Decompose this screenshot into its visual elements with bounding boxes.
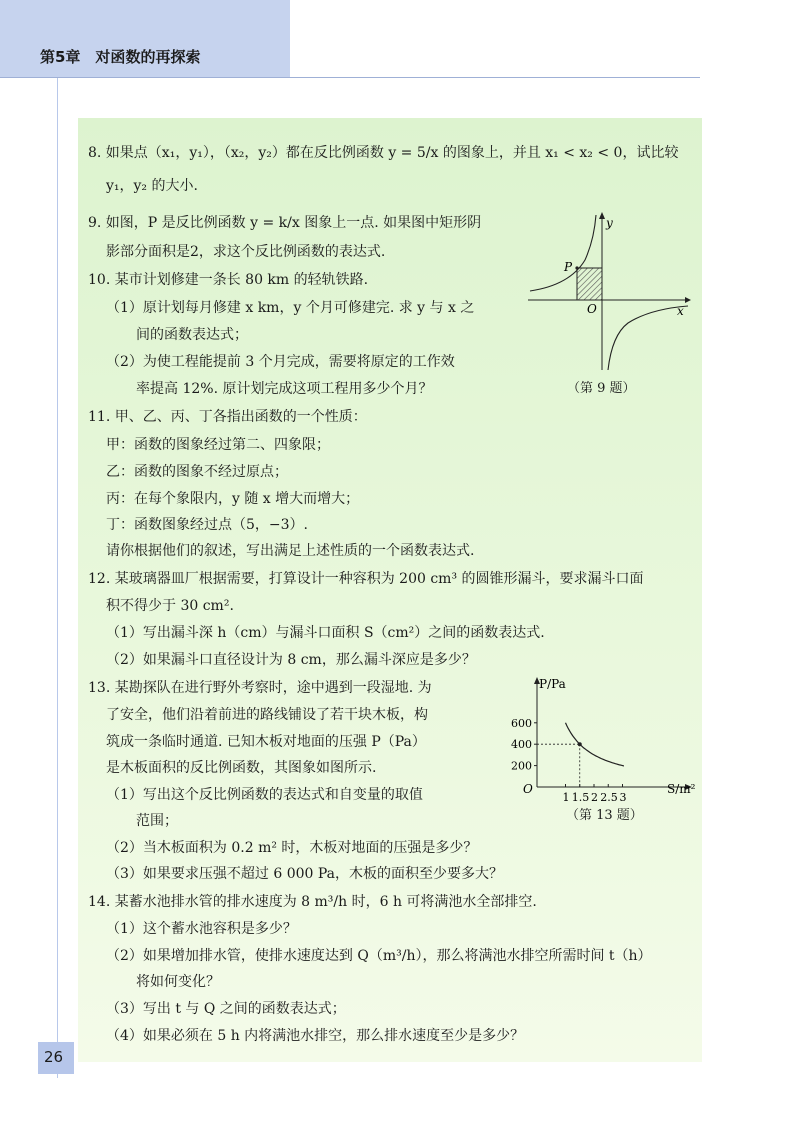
s-tick-label: 2 xyxy=(591,791,598,802)
exercise-14-line-6: （4）如果必须在 5 h 内将满池水排空，那么排水速度至少是多少？ xyxy=(106,1028,525,1044)
exercise-13-line-3: 筑成一条临时通道. 已知木板对地面的压强 P（Pa） xyxy=(106,734,426,750)
exercise-11-line-6: 请你根据他们的叙述，写出满足上述性质的一个函数表达式. xyxy=(106,543,475,559)
exercise-10-line-5: 率提高 12%. 原计划完成这项工程用多少个月？ xyxy=(136,381,433,397)
exercise-11-line-2: 甲：函数的图象经过第二、四象限； xyxy=(106,437,330,453)
figure-13-caption: （第 13 题） xyxy=(566,808,643,823)
exercise-10-line-1: 10. 某市计划修建一条长 80 km 的轻轨铁路. xyxy=(88,272,369,288)
header-divider xyxy=(0,77,700,78)
hyperbola-branch-right xyxy=(608,306,688,370)
p-tick-label: 200 xyxy=(511,759,532,773)
figure-13-graph xyxy=(495,672,700,802)
exercise-10-line-2: （1）原计划每月修建 x km，y 个月可修建完. 求 y 与 x 之 xyxy=(106,300,475,316)
exercise-8-line-2: y₁，y₂ 的大小. xyxy=(106,178,198,194)
s-axis-label: S/m² xyxy=(667,782,696,796)
shaded-rectangle xyxy=(577,268,602,300)
exercise-9-line-2: 影部分面积是2，求这个反比例函数的表达式. xyxy=(106,244,386,260)
exercise-14-line-4: 将如何变化？ xyxy=(136,974,220,990)
exercise-12-line-4: （2）如果漏斗口直径设计为 8 cm，那么漏斗深应是多少？ xyxy=(106,652,476,668)
exercise-11-line-4: 丙：在每个象限内，y 随 x 增大而增大； xyxy=(106,491,360,507)
point-p-marker xyxy=(575,266,578,269)
page-number: 26 xyxy=(44,1048,64,1066)
exercise-14-line-5: （3）写出 t 与 Q 之间的函数表达式； xyxy=(106,1001,346,1017)
p-tick-label: 600 xyxy=(511,716,532,730)
figure-9-caption: （第 9 题） xyxy=(567,381,636,396)
s-tick-label: 1.5 xyxy=(571,791,590,802)
exercise-13-line-4: 是木板面积的反比例函数，其图象如图所示. xyxy=(106,760,377,776)
figure-9-graph xyxy=(520,205,700,375)
x-axis-label: x xyxy=(677,304,684,318)
origin-label: O xyxy=(523,782,533,796)
marked-point xyxy=(578,742,582,746)
exercise-9-line-1: 9. 如图，P 是反比例函数 y = k/x 图象上一点. 如果图中矩形阴 xyxy=(88,215,482,231)
y-axis-label: y xyxy=(606,216,613,230)
exercise-14-line-3: （2）如果增加排水管，使排水速度达到 Q（m³/h），那么将满池水排空所需时间 t（h） xyxy=(106,948,652,964)
exercise-11-line-5: 丁：函数图象经过点（5，−3）. xyxy=(106,517,308,533)
s-tick-label: 2.5 xyxy=(600,791,618,802)
exercise-10-line-3: 间的函数表达式； xyxy=(136,327,248,343)
exercise-13-line-2: 了安全，他们沿着前进的路线铺设了若干块木板，构 xyxy=(106,707,428,723)
exercise-13-line-7: （2）当木板面积为 0.2 m² 时，木板对地面的压强是多少？ xyxy=(106,840,478,856)
exercise-11-line-3: 乙：函数的图象不经过原点； xyxy=(106,464,288,480)
p-axis-label: P/Pa xyxy=(539,677,566,691)
y-axis-arrow-icon xyxy=(599,212,605,219)
exercise-12-line-2: 积不得少于 30 cm². xyxy=(106,598,234,614)
exercise-12-line-1: 12. 某玻璃器皿厂根据需要，打算设计一种容积为 200 cm³ 的圆锥形漏斗，要求漏斗口面 xyxy=(88,571,644,587)
exercise-8-line-1: 8. 如果点（x₁，y₁），（x₂，y₂）都在反比例函数 y = 5/x 的图象上，并且 x₁ < x₂ < 0，试比较 xyxy=(88,145,679,161)
exercise-10-line-4: （2）为使工程能提前 3 个月完成，需要将原定的工作效 xyxy=(106,354,455,370)
exercise-13-line-6: 范围； xyxy=(136,813,178,829)
origin-label: O xyxy=(587,302,597,316)
p-tick-label: 400 xyxy=(511,738,532,752)
x-axis-arrow-icon xyxy=(685,297,691,303)
exercise-13-line-8: （3）如果要求压强不超过 6 000 Pa，木板的面积至少要多大？ xyxy=(106,866,504,882)
s-tick-label: 3 xyxy=(619,791,627,802)
s-tick-label: 1 xyxy=(562,791,570,802)
exercise-14-line-2: （1）这个蓄水池容积是多少？ xyxy=(106,921,297,937)
chapter-title: 第5章 对函数的再探索 xyxy=(40,48,201,66)
exercise-13-line-1: 13. 某勘探队在进行野外考察时，途中遇到一段湿地. 为 xyxy=(88,680,432,696)
margin-rule xyxy=(57,78,58,1078)
exercise-14-line-1: 14. 某蓄水池排水管的排水速度为 8 m³/h 时，6 h 可将满池水全部排空. xyxy=(88,894,537,910)
exercise-12-line-3: （1）写出漏斗深 h（cm）与漏斗口面积 S（cm²）之间的函数表达式. xyxy=(106,625,545,641)
exercise-13-line-5: （1）写出这个反比例函数的表达式和自变量的取值 xyxy=(106,787,423,803)
point-p-label: P xyxy=(564,260,573,274)
exercise-11-line-1: 11. 甲、乙、丙、丁各指出函数的一个性质： xyxy=(88,409,367,425)
